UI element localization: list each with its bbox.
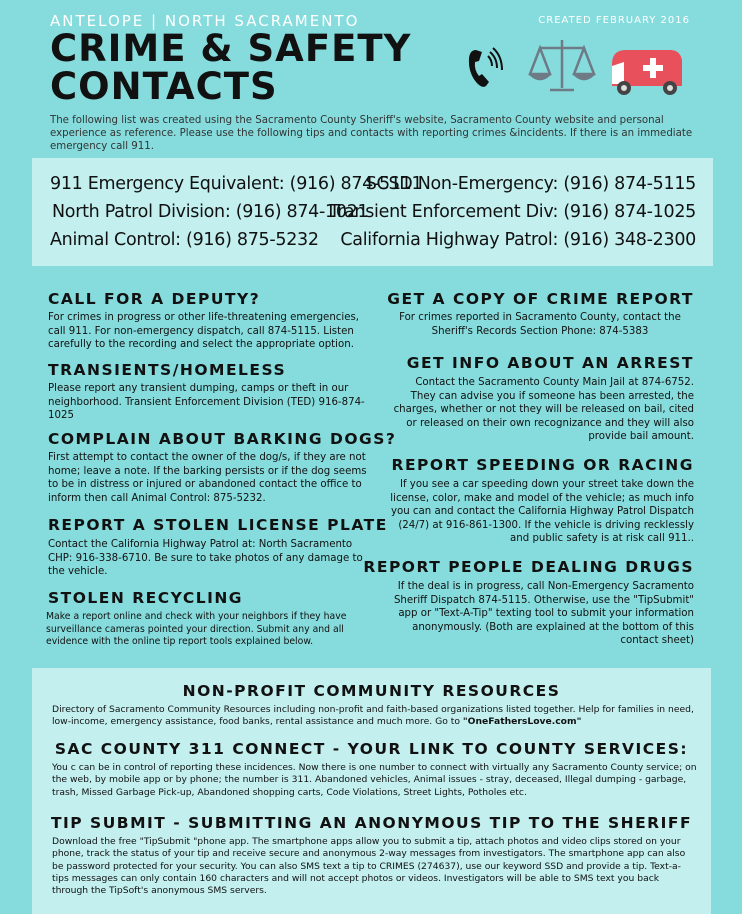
heading-tip-submit: TIP SUBMIT - SUBMITTING AN ANONYMOUS TIP TO THE SHERIFF [50,814,693,832]
heading-drugs: REPORT PEOPLE DEALING DRUGS [363,558,694,576]
body-drugs: If the deal is in progress, call Non-Emergency Sacramento Sheriff Dispatch 874-5115. Otherwise, use the "TipSubmit" app or "Text-A-Tip" texting tool to submit your information anonymously. (Both are explained at the bottom of this contact sheet) [393,581,694,646]
emergency-contacts-box [32,158,713,266]
contact-chp: California Highway Patrol: (916) 348-2300 [340,230,696,250]
title-line-2: CONTACTS [50,65,278,108]
heading-crime-report: GET A COPY OF CRIME REPORT [387,290,694,308]
contact-animal-control: Animal Control: (916) 875-5232 [50,230,319,250]
body-tip-submit: Download the free "TipSubmit "phone app. The smartphone apps allow you to submit a tip, attach photos and video clips stored on your phone, track the status of your tip and receive secure and anonymous 2-way messages from investigators. The smartphone app can also be password protected for your security. You can also SMS text a tip to CRIMES (274637), use our keyword SSD and provide a tip. Text-a-tips messages can only contain 160 characters and will not accept photos or videos. Investigators will be able to SMS text you back through the TipSoft's anonymous SMS servers. [52,836,686,897]
heading-stolen-recycling: STOLEN RECYCLING [48,589,244,607]
header-icons [462,36,692,100]
intro-text: The following list was created using the Sacramento County Sheriff's website, Sacramento County website and personal experience as reference. Please use the following tips and contacts with reporting crimes &incidents. If there is an immediate emergency call 911. [50,115,693,152]
nonprofit-link[interactable]: "OneFathersLove.com" [462,716,582,728]
title-line-1: CRIME & SAFETY [50,27,412,70]
scales-icon [530,40,594,90]
body-nonprofit-text: Directory of Sacramento Community Resources including non-profit and faith-based organizations listed together. Help for families in need, low-income, emergency assistance, food banks, rental assistance and much more. Go to [52,704,694,728]
heading-311: SAC COUNTY 311 CONNECT - YOUR LINK TO COUNTY SERVICES: [54,740,689,758]
resources-box [32,668,711,914]
body-call-deputy: For crimes in progress or other life-threatening emergencies, call 911. For non-emergency dispatch, call 874-5115. Listen carefully to the recording and select the appropriate option. [48,312,360,350]
area-label: ANTELOPE | NORTH SACRAMENTO [50,12,360,30]
phone-icon [469,48,502,87]
body-transients: Please report any transient dumping, camps or theft in our neighborhood. Transient Enforcement Division (TED) 916-874-1025 [48,383,365,421]
heading-nonprofit: NON-PROFIT COMMUNITY RESOURCES [182,682,561,700]
heading-speeding: REPORT SPEEDING OR RACING [391,456,694,474]
contact-transient: Transient Enforcement Div: (916) 874-1025 [329,202,696,222]
contact-north-patrol: North Patrol Division: (916) 874-1021 [52,202,369,222]
body-nonprofit [52,704,697,729]
body-311: You c can be in control of reporting these incidences. Now there is one number to connect with virtually any Sacramento County service; on the web, by mobile app or by phone; the number is 311. Abandoned vehicles, Animal issues - stray, deceased, Illegal dumping - garbage, trash, Missed Garbage Pick-up, Abandoned shopping carts, Code Violations, Street Lights, Potholes etc. [52,762,697,798]
body-arrest-info: Contact the Sacramento County Main Jail at 874-6752. They can advise you if someone has been arrested, the charges, whether or not they will be released on bail, cited or released on their own recognizance and they will also provide bail amount. [393,377,694,442]
ambulance-icon [612,50,682,95]
page-title [50,27,412,108]
heading-stolen-plate: REPORT A STOLEN LICENSE PLATE [48,516,388,534]
body-barking-dogs: First attempt to contact the owner of the dog/s, if they are not home; leave a note. If the barking persists or if the dog seems to be in distress or injured or abandoned contact the office to inform then call Animal Control: 875-5232. [48,452,367,504]
body-stolen-recycling: Make a report online and check with your neighbors if they have surveillance cameras pointed your direction. Submit any and all evidence with the online tip report tools explained below. [46,611,347,648]
heading-arrest-info: GET INFO ABOUT AN ARREST [406,354,694,372]
contact-911: 911 Emergency Equivalent: (916) 874-5111 [50,174,423,194]
created-date: CREATED FEBRUARY 2016 [538,15,690,26]
heading-call-deputy: CALL FOR A DEPUTY? [48,290,261,308]
contact-scsd: SCSD Non-Emergency: (916) 874-5115 [365,174,696,194]
heading-transients: TRANSIENTS/HOMELESS [48,361,287,379]
body-stolen-plate: Contact the California Highway Patrol at: North Sacramento CHP: 916-338-6710. Be sure to take photos of any damage to the vehicle. [48,539,363,577]
body-crime-report: For crimes reported in Sacramento County, contact the Sheriff's Records Section Phone: 874-5383 [399,312,681,337]
heading-barking-dogs: COMPLAIN ABOUT BARKING DOGS? [48,430,397,448]
body-speeding: If you see a car speeding down your street take down the license, color, make and model of the vehicle; as much info you can and contact the California Highway Patrol Dispatch (24/7) at 916-861-1300. If the vehicle is driving recklessly and public safety is at risk call 911.. [390,479,694,544]
